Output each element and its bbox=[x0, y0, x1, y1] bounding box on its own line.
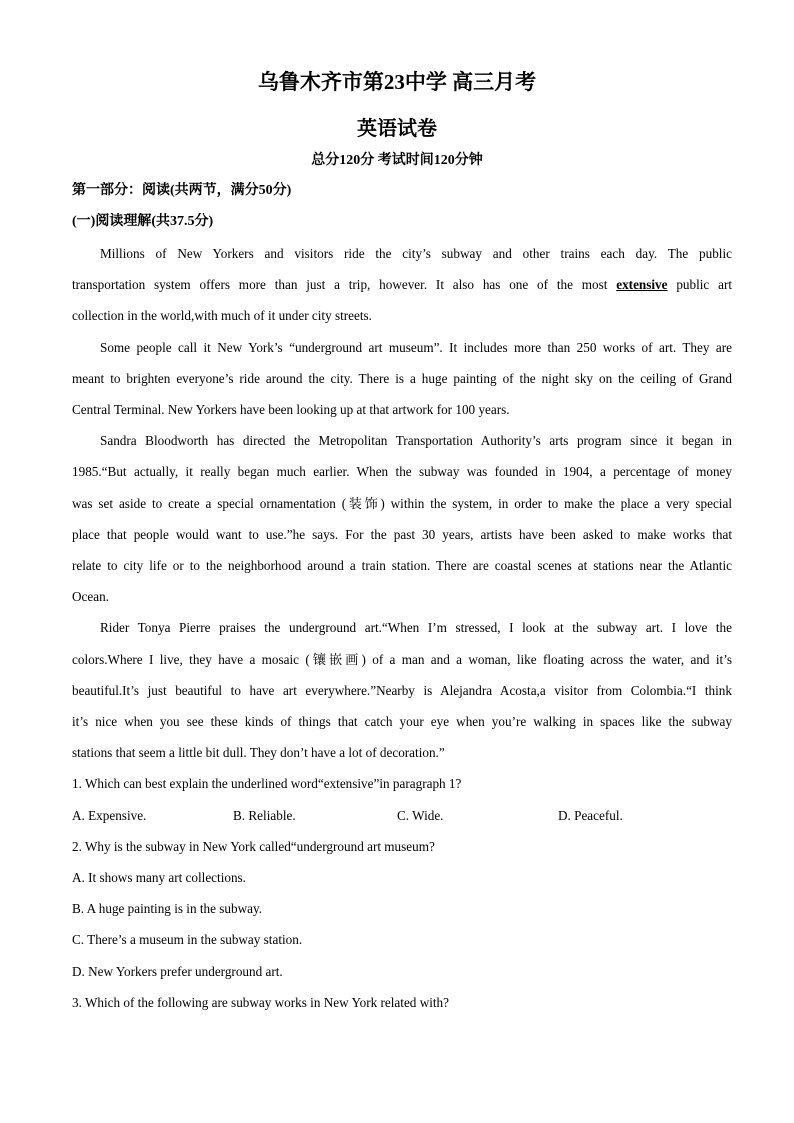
passage-p1-line3: collection in the world,with much of it under city streets. bbox=[72, 308, 372, 323]
passage-p4-line1: Rider Tonya Pierre praises the underground art.“When I’m stressed, I look at the subway art. I love the bbox=[100, 620, 732, 635]
passage-p3-line3: was set aside to create a special ornamentation (装饰) within the system, in order to make the place a very special bbox=[72, 496, 732, 511]
passage-p2-line3: Central Terminal. New Yorkers have been looking up at that artwork for 100 years. bbox=[72, 402, 510, 417]
passage-p2-line1: Some people call it New York’s “underground art museum”. It includes more than 250 works of art. They are bbox=[100, 340, 732, 355]
passage-p3-line2: 1985.“But actually, it really began much earlier. When the subway was founded in 1904, a percentage of money bbox=[72, 464, 732, 479]
question-1-stem: 1. Which can best explain the underlined word“extensive”in paragraph 1? bbox=[72, 776, 462, 791]
question-2-option-a: A. It shows many art collections. bbox=[72, 870, 246, 885]
question-2-option-b: B. A huge painting is in the subway. bbox=[72, 901, 262, 916]
question-1-option-c: C. Wide. bbox=[397, 808, 444, 823]
question-2-option-d: D. New Yorkers prefer underground art. bbox=[72, 964, 283, 979]
subject-title: 英语试卷 bbox=[357, 118, 437, 140]
passage-p4-line2: colors.Where I live, they have a mosaic (镶嵌画) of a man and a woman, like floating across the water, and it’s bbox=[72, 652, 732, 667]
question-1-option-b: B. Reliable. bbox=[233, 808, 296, 823]
passage-p1-line1: Millions of New Yorkers and visitors ride the city’s subway and other trains each day. The public bbox=[100, 246, 732, 261]
passage-p3-line6: Ocean. bbox=[72, 589, 109, 604]
passage-p2-line2: meant to brighten everyone’s ride around the city. There is a huge painting of the night sky on the ceiling of Grand bbox=[72, 371, 732, 386]
exam-info: 总分120分 考试时间120分钟 bbox=[311, 153, 483, 168]
passage-p4-line5: stations that seem a little bit dull. They don’t have a lot of decoration.” bbox=[72, 745, 445, 760]
part-heading: 第一部分：阅读(共两节，满分50分) bbox=[72, 183, 292, 198]
passage-p1-line2-end: public art bbox=[667, 277, 732, 292]
passage-p3-line5: relate to city life or to the neighborhood around a train station. There are coastal scenes at stations near the Atlantic bbox=[72, 558, 732, 573]
question-2-option-c: C. There’s a museum in the subway station. bbox=[72, 932, 303, 947]
underlined-keyword: extensive bbox=[616, 277, 668, 292]
question-1-option-d: D. Peaceful. bbox=[558, 808, 623, 823]
passage-p1-line2-start: transportation system offers more than just a trip, however. It also has one of the most bbox=[72, 277, 617, 292]
school-title: 乌鲁木齐市第23中学 高三月考 bbox=[257, 70, 537, 94]
passage-p4-line4: it’s nice when you see these kinds of things that catch your eye when you’re walking in spaces like the subway bbox=[72, 714, 732, 729]
passage-p3-line4: place that people would want to use.”he says. For the past 30 years, artists have been asked to make works that bbox=[72, 527, 732, 542]
subsection-heading: (一)阅读理解(共37.5分) bbox=[72, 214, 214, 229]
question-2-stem: 2. Why is the subway in New York called“underground art museum? bbox=[72, 839, 435, 854]
passage-p4-line3: beautiful.It’s just beautiful to have art everywhere.”Nearby is Alejandra Acosta,a visitor from Colombia.“I think bbox=[72, 683, 732, 698]
question-3-stem: 3. Which of the following are subway works in New York related with? bbox=[72, 995, 449, 1010]
passage-p3-line1: Sandra Bloodworth has directed the Metropolitan Transportation Authority’s arts program since it began in bbox=[100, 433, 732, 448]
question-1-option-a: A. Expensive. bbox=[72, 808, 147, 823]
passage-p1-line2 bbox=[72, 276, 732, 294]
